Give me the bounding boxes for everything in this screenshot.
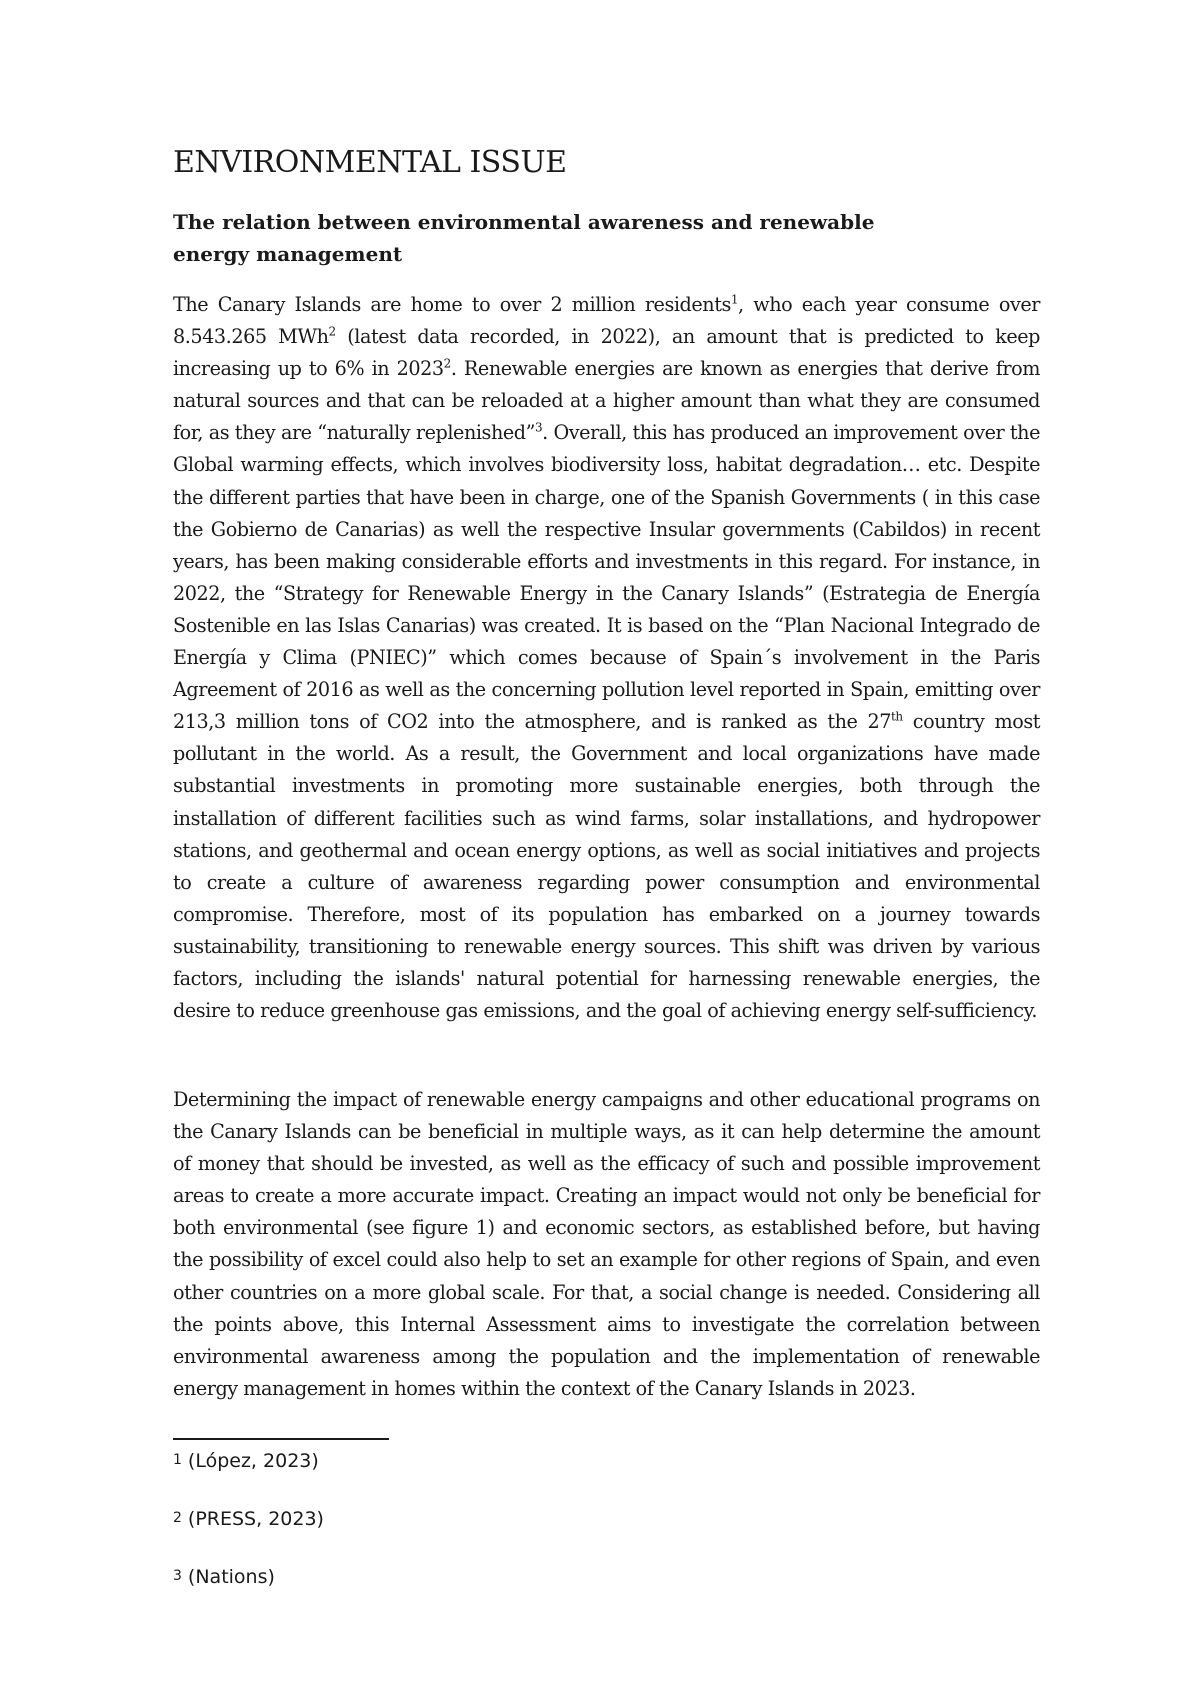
- document-page: [173, 0, 1040, 1696]
- p1-text-f: country most pollutant in the world. As a result, the Government and local organizations have made substantial investments in promoting more sustainable energies, both through the installation of different facilities such as wind farms, solar installations, and hydropower stations, and geothermal and ocean energy options, as well as social initiatives and projects to create a culture of awareness regarding power consumption and environmental compromise. Therefore, most of its population has embarked on a journey towards sustainability, transitioning to renewable energy sources. This shift was driven by various factors, including the islands' natural potential for harnessing renewable energies, the desire to reduce greenhouse gas emissions, and the goal of achieving energy self-sufficiency.: [173, 710, 1041, 1023]
- footnote-number: 3: [173, 1568, 182, 1584]
- footnote-ref-3[interactable]: 3: [534, 420, 543, 435]
- footnote-separator: [173, 1438, 389, 1440]
- footnote-number: 2: [173, 1510, 182, 1526]
- paragraph-purpose: Determining the impact of renewable energy campaigns and other educational programs on the Canary Islands can be beneficial in multiple ways, as it can help determine the amount of money that should be invested, as well as the efficacy of such and possible improvement areas to create a more accurate impact. Creating an impact would not only be beneficial for both environmental (see figure 1) and economic sectors, as established before, but having the possibility of excel could also help to set an example for other regions of Spain, and even other countries on a more global scale. For that, a social change is needed. Considering all the points above, this Internal Assessment aims to investigate the correlation between environmental awareness among the population and the implementation of renewable energy management in homes within the context of the Canary Islands in 2023.: [173, 1088, 1040, 1400]
- footnote-text: (López, 2023): [187, 1450, 319, 1472]
- ordinal-suffix: th: [891, 709, 903, 724]
- p1-text-e: . Overall, this has produced an improvement over the Global warming effects, which involves biodiversity loss, habitat degradation… etc. Despite the different parties that have been in charge, one of the Spanish Governments ( in this case the Gobierno de Canarias) as well the respective Insular governments (Cabildos) in recent years, has been making considerable efforts and investments in this regard. For instance, in 2022, the “Strategy for Renewable Energy in the Canary Islands” (Estrategia de Energía Sostenible en las Islas Canarias) was created. It is based on the “Plan Nacional Integrado de Energía y Clima (PNIEC)” which comes because of Spain´s involvement in the Paris Agreement of 2016 as well as the concerning pollution level reported in Spain, emitting over 213,3 million tons of CO2 into the atmosphere, and is ranked as the 27: [173, 421, 1040, 734]
- p1-text-d: . Renewable energies are known as energies that derive from natural sources and that can be reloaded at a higher amount than what they are consumed for, as they are “naturally replenished”: [173, 357, 1040, 445]
- footnote-item: [173, 1504, 324, 1562]
- p1-text-c: (latest data recorded, in 2022), an amount that is predicted to keep increasing up to 6% in 2023: [173, 325, 1040, 381]
- footnote-text: (PRESS, 2023): [187, 1508, 324, 1530]
- p1-text-a: The Canary Islands are home to over 2 million residents: [173, 293, 731, 316]
- footnote-ref-1[interactable]: 1: [730, 292, 739, 307]
- footnote-ref-2[interactable]: 2: [328, 324, 336, 339]
- footnote-list: [173, 1446, 324, 1620]
- footnote-item: [173, 1446, 324, 1504]
- page-title: ENVIRONMENTAL ISSUE: [173, 145, 567, 180]
- paragraph-intro: [173, 289, 1040, 1027]
- p1-text-b: , who each year consume over 8.543.265 MWh: [173, 293, 1040, 349]
- footnote-ref-2b[interactable]: 2: [443, 356, 451, 371]
- section-subtitle: The relation between environmental awareness and renewable energy management: [173, 210, 875, 266]
- footnote-text: (Nations): [187, 1566, 275, 1588]
- footnote-item: [173, 1562, 324, 1620]
- footnote-number: 1: [173, 1452, 182, 1468]
